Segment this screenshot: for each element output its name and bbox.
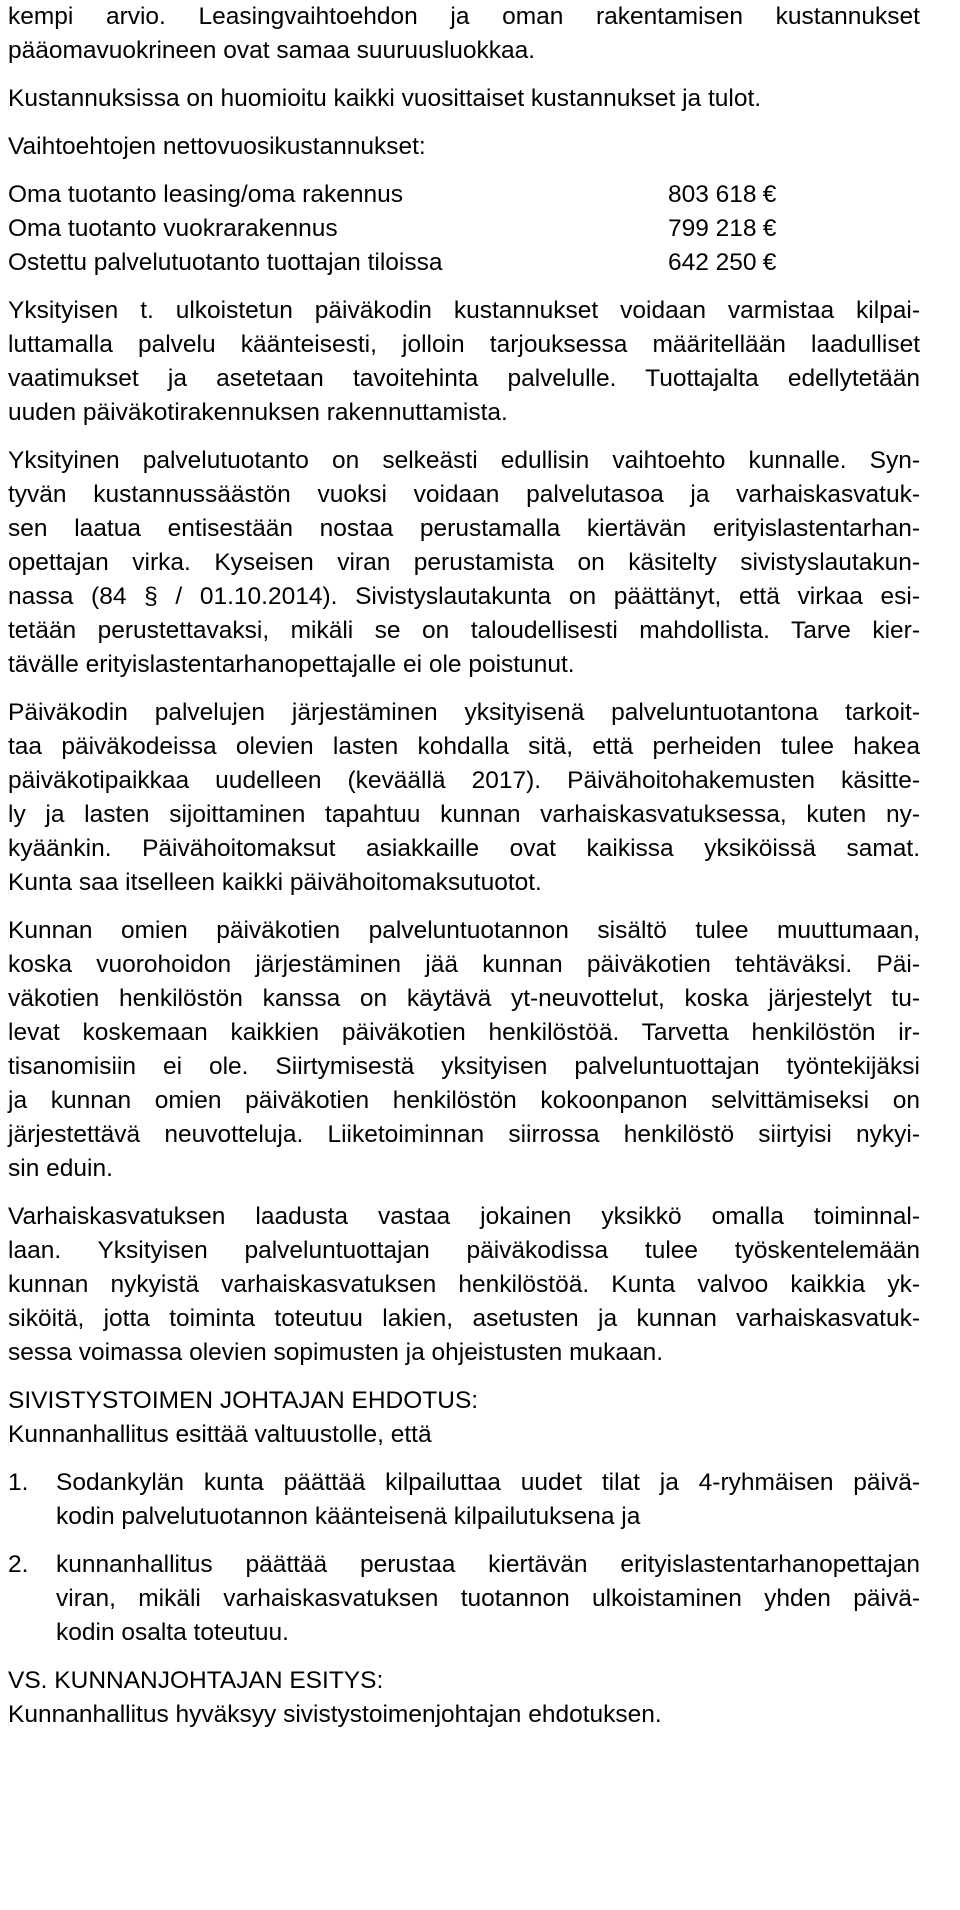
item-number: 2. [8,1551,29,1578]
cost-row [8,212,920,246]
text-line: Varhaiskasvatuksen laadusta vastaa jokainen yksikkö omalla toiminnal- [8,1203,920,1230]
cost-amount: 799 218 € [668,212,828,246]
text-line: tävälle erityislastentarhanopettajalle ei ole poistunut. [8,651,575,678]
intro-paragraph [8,0,920,68]
text-line: koska vuorohoidon järjestäminen jää kunnan päiväkotien tehtäväksi. Päi- [8,951,920,978]
text-line: levat koskemaan kaikkien päiväkotien henkilöstöä. Tarvetta henkilöstön ir- [8,1019,920,1046]
text-line: tisanomisiin ei ole. Siirtymisestä yksityisen palveluntuottajan työntekijäksi [8,1053,920,1080]
text-line: kunnan nykyistä varhaiskasvatuksen henkilöstöä. Kunta valvoo kaikkia yk- [8,1271,920,1298]
cost-row [8,246,920,280]
text-line: luttamalla palvelu käänteisesti, jolloin tarjouksessa määritellään laadulliset [8,331,920,358]
euro-symbol: € [762,215,777,242]
costs-note: Kustannuksissa on huomioitu kaikki vuosittaiset kustannukset ja tulot. [8,85,762,112]
manager-proposal-section [8,1664,920,1732]
text-line: Päiväkodin palvelujen järjestäminen yksityisenä palveluntuotantona tarkoit- [8,699,920,726]
text-line: kodin palvelutuotannon käänteisenä kilpailutuksena ja [56,1503,641,1530]
body-paragraph [8,696,920,900]
text-line: vaatimukset ja asetetaan tavoitehinta palvelulle. Tuottajalta edellytetään [8,365,920,392]
proposal-item [8,1548,920,1650]
text-line: Yksityinen palvelutuotanto on selkeästi edullisin vaihtoehto kunnalle. Syn- [8,447,920,474]
costs-table [8,178,920,280]
text-line: Sodankylän kunta päättää kilpailuttaa uudet tilat ja 4-ryhmäisen päivä- [56,1469,920,1496]
proposal-heading: SIVISTYSTOIMEN JOHTAJAN EHDOTUS: [8,1387,479,1414]
body-paragraph [8,914,920,1186]
cost-label: Oma tuotanto leasing/oma rakennus [8,181,403,208]
text-line: kunnanhallitus päättää perustaa kiertävän erityislastentarhanopettajan [56,1551,920,1578]
text-line: laan. Yksityisen palveluntuottajan päiväkodissa tulee työskentelemään [8,1237,920,1264]
manager-proposal-heading: VS. KUNNANJOHTAJAN ESITYS: [8,1667,384,1694]
text-line: Kunta saa itselleen kaikki päivähoitomaksutuotot. [8,869,542,896]
body-paragraph [8,444,920,682]
item-number: 1. [8,1469,29,1496]
text-line: tyvän kustannussäästön vuoksi voidaan palvelutasoa ja varhaiskasvatuk- [8,481,920,508]
document-page [8,0,920,1732]
text-line: väkotien henkilöstön kanssa on käytävä yt-neuvottelut, koska järjestelyt tu- [8,985,920,1012]
manager-proposal-text: Kunnanhallitus hyväksyy sivistystoimenjohtajan ehdotuksen. [8,1701,662,1728]
text-line: siköitä, jotta toiminta toteutuu lakien, asetusten ja kunnan varhaiskasvatuk- [8,1305,920,1332]
text-line: Yksityisen t. ulkoistetun päiväkodin kustannukset voidaan varmistaa kilpai- [8,297,920,324]
text-line: nassa (84 § / 01.10.2014). Sivistyslautakunta on päättänyt, että virkaa esi- [8,583,920,610]
text-line: päiväkotipaikkaa uudelleen (keväällä 2017). Päivähoitohakemusten käsitte- [8,767,920,794]
text-line: ly ja lasten sijoittaminen tapahtuu kunnan varhaiskasvatuksessa, kuten ny- [8,801,920,828]
body-paragraph [8,1200,920,1370]
text-line: kodin osalta toteutuu. [56,1619,289,1646]
text-line: Kunnan omien päiväkotien palveluntuotannon sisältö tulee muuttumaan, [8,917,920,944]
proposal-section [8,1384,920,1650]
text-line: järjestettävä neuvotteluja. Liiketoiminnan siirrossa henkilöstö siirtyisi nykyi- [8,1121,920,1148]
cost-label: Oma tuotanto vuokrarakennus [8,215,338,242]
euro-symbol: € [762,249,777,276]
cost-amount: 803 618 € [668,178,828,212]
text-line: ja kunnan omien päiväkotien henkilöstön kokoonpanon selvittämiseksi on [8,1087,920,1114]
proposal-item [8,1466,920,1534]
text-line: kempi arvio. Leasingvaihtoehdon ja oman rakentamisen kustannukset [8,3,920,30]
text-line: sin eduin. [8,1155,113,1182]
text-line: viran, mikäli varhaiskasvatuksen tuotannon ulkoistaminen yhden päivä- [56,1585,920,1612]
text-line: sen laatua entisestään nostaa perustamalla kiertävän erityislastentarhan- [8,515,920,542]
text-line: taa päiväkodeissa olevien lasten kohdalla sitä, että perheiden tulee hakea [8,733,920,760]
proposal-intro: Kunnanhallitus esittää valtuustolle, että [8,1421,432,1448]
euro-symbol: € [762,181,777,208]
cost-label: Ostettu palvelutuotanto tuottajan tiloissa [8,249,443,276]
costs-heading: Vaihtoehtojen nettovuosikustannukset: [8,133,426,160]
cost-amount: 642 250 € [668,246,828,280]
text-line: pääomavuokrineen ovat samaa suuruusluokkaa. [8,37,536,64]
body-paragraph [8,294,920,430]
cost-row [8,178,920,212]
text-line: tetään perustettavaksi, mikäli se on taloudellisesti mahdollista. Tarve kier- [8,617,920,644]
text-line: opettajan virka. Kyseisen viran perustamista on käsitelty sivistyslautakun- [8,549,920,576]
text-line: kyäänkin. Päivähoitomaksut asiakkaille ovat kaikissa yksiköissä samat. [8,835,920,862]
text-line: uuden päiväkotirakennuksen rakennuttamista. [8,399,508,426]
text-line: sessa voimassa olevien sopimusten ja ohjeistusten mukaan. [8,1339,664,1366]
